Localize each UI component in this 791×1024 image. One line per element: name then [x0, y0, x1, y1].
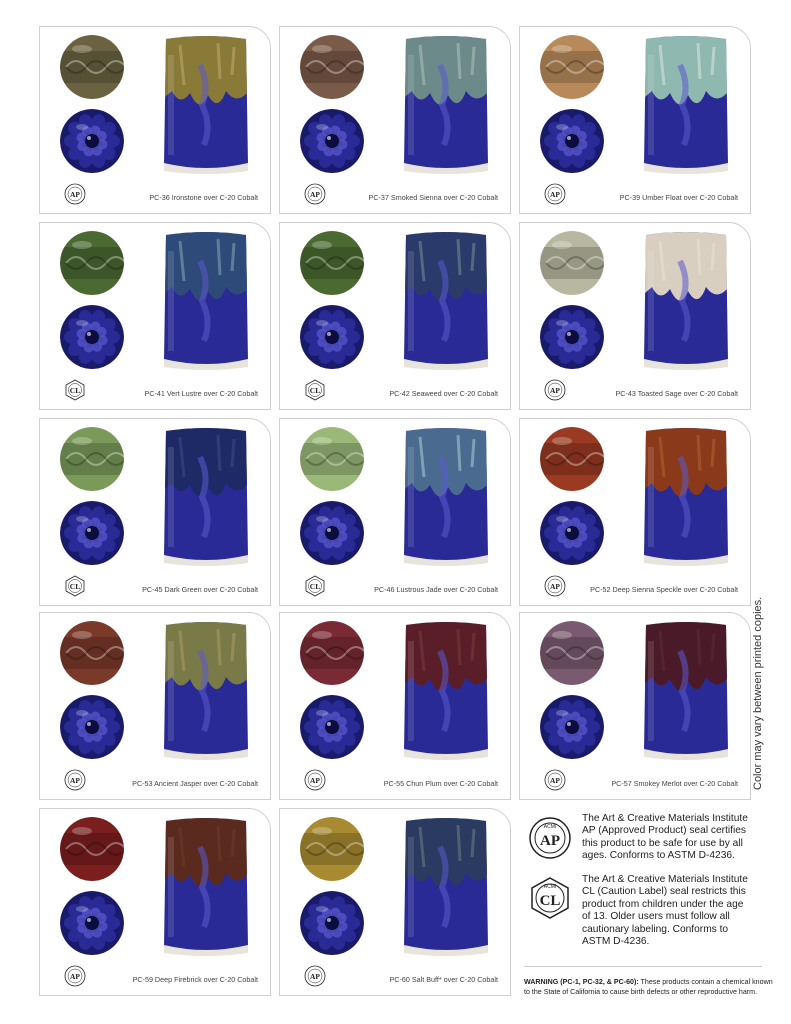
- svg-text:AP: AP: [540, 833, 560, 849]
- glaze-test-tile: [540, 35, 604, 99]
- glaze-test-tile: [60, 621, 124, 685]
- ap-seal-icon: [544, 769, 566, 791]
- glazed-vase-sample: [640, 35, 732, 175]
- swatch-card: [519, 222, 751, 410]
- ap-seal-icon: [304, 769, 326, 791]
- swatch-caption: PC-52 Deep Sienna Speckle over C-20 Cobalt: [590, 585, 738, 594]
- warning-text: These products contain a chemical known to the State of California to cause birth defects or other reproductive harm.: [524, 978, 773, 996]
- swatch-card: [519, 612, 751, 800]
- glazed-vase-sample: [640, 427, 732, 567]
- cobalt-flower-tile: [60, 305, 124, 369]
- glaze-test-tile: [60, 231, 124, 295]
- cobalt-flower-tile: [60, 501, 124, 565]
- swatch-caption: PC-55 Chun Plum over C-20 Cobalt: [383, 779, 498, 788]
- swatch-card: [279, 418, 511, 606]
- cl-seal-icon: [64, 379, 86, 401]
- glazed-vase-sample: [400, 621, 492, 761]
- swatch-card: [279, 26, 511, 214]
- ap-seal-icon: [304, 965, 326, 987]
- swatch-caption: PC-42 Seaweed over C-20 Cobalt: [389, 389, 498, 398]
- cl-seal-icon: [528, 876, 572, 920]
- ap-seal-icon: [64, 769, 86, 791]
- ap-seal-icon: [304, 183, 326, 205]
- svg-text:AP: AP: [310, 972, 320, 981]
- swatch-card: [279, 612, 511, 800]
- cobalt-flower-tile: [300, 891, 364, 955]
- cobalt-flower-tile: [60, 891, 124, 955]
- svg-text:AP: AP: [70, 776, 80, 785]
- swatch-card: [519, 26, 751, 214]
- swatch-caption: PC-59 Deep Firebrick over C-20 Cobalt: [132, 975, 258, 984]
- svg-text:ACMI: ACMI: [543, 884, 557, 890]
- warning-notice: [524, 978, 774, 997]
- cobalt-flower-tile: [540, 695, 604, 759]
- ap-seal-icon: [544, 183, 566, 205]
- glazed-vase-sample: [640, 621, 732, 761]
- svg-text:AP: AP: [70, 972, 80, 981]
- svg-text:AP: AP: [310, 776, 320, 785]
- cl-seal-icon: [304, 575, 326, 597]
- cobalt-flower-tile: [60, 695, 124, 759]
- ap-seal-icon: [64, 183, 86, 205]
- swatch-caption: PC-43 Toasted Sage over C-20 Cobalt: [615, 389, 738, 398]
- glaze-test-tile: [60, 817, 124, 881]
- ap-seal-icon: [64, 965, 86, 987]
- svg-text:AP: AP: [550, 776, 560, 785]
- glazed-vase-sample: [400, 817, 492, 957]
- svg-text:CL: CL: [69, 386, 81, 395]
- cl-description: The Art & Creative Materials Institute CL (Caution Label) seal restricts this product from children under the age of 13. Older users must follow all cautionary labeling. Conforms to ASTM D-4236.: [582, 874, 748, 948]
- glaze-test-tile: [300, 35, 364, 99]
- swatch-card: [519, 418, 751, 606]
- svg-text:AP: AP: [70, 190, 80, 199]
- swatch-caption: PC-57 Smokey Merlot over C-20 Cobalt: [611, 779, 738, 788]
- glaze-test-tile: [300, 231, 364, 295]
- svg-text:AP: AP: [550, 190, 560, 199]
- swatch-card: [39, 612, 271, 800]
- glazed-vase-sample: [160, 621, 252, 761]
- glaze-test-tile: [540, 231, 604, 295]
- swatch-caption: PC-45 Dark Green over C-20 Cobalt: [142, 585, 258, 594]
- swatch-caption: PC-46 Lustrous Jade over C-20 Cobalt: [374, 585, 498, 594]
- swatch-caption: PC-36 Ironstone over C-20 Cobalt: [149, 193, 258, 202]
- glazed-vase-sample: [160, 427, 252, 567]
- glazed-vase-sample: [400, 231, 492, 371]
- cobalt-flower-tile: [300, 109, 364, 173]
- svg-text:ACMI: ACMI: [543, 824, 557, 830]
- glaze-test-tile: [540, 427, 604, 491]
- glaze-test-tile: [60, 427, 124, 491]
- glaze-test-tile: [540, 621, 604, 685]
- svg-text:AP: AP: [550, 582, 560, 591]
- cl-seal-icon: [64, 575, 86, 597]
- swatch-card: [279, 808, 511, 996]
- ap-seal-icon: [528, 816, 572, 860]
- svg-text:CL: CL: [309, 582, 321, 591]
- warning-label: WARNING (PC-1, PC-32, & PC-60):: [524, 978, 639, 986]
- glazed-vase-sample: [400, 35, 492, 175]
- glaze-test-tile: [60, 35, 124, 99]
- svg-text:AP: AP: [310, 190, 320, 199]
- glaze-test-tile: [300, 427, 364, 491]
- cobalt-flower-tile: [540, 501, 604, 565]
- swatch-card: [279, 222, 511, 410]
- glazed-vase-sample: [160, 817, 252, 957]
- cl-seal-icon: [304, 379, 326, 401]
- cobalt-flower-tile: [540, 109, 604, 173]
- cobalt-flower-tile: [300, 501, 364, 565]
- glaze-test-tile: [300, 817, 364, 881]
- svg-text:CL: CL: [69, 582, 81, 591]
- swatch-caption: PC-39 Umber Float over C-20 Cobalt: [619, 193, 738, 202]
- glazed-vase-sample: [160, 35, 252, 175]
- svg-text:CL: CL: [539, 893, 561, 909]
- swatch-caption: PC-60 Salt Buff* over C-20 Cobalt: [389, 975, 498, 984]
- ap-seal-icon: [544, 379, 566, 401]
- cobalt-flower-tile: [300, 305, 364, 369]
- swatch-card: [39, 222, 271, 410]
- glazed-vase-sample: [400, 427, 492, 567]
- swatch-card: [39, 418, 271, 606]
- svg-text:AP: AP: [550, 386, 560, 395]
- swatch-caption: PC-53 Ancient Jasper over C-20 Cobalt: [132, 779, 258, 788]
- glaze-test-tile: [300, 621, 364, 685]
- glazed-vase-sample: [160, 231, 252, 371]
- swatch-card: [39, 808, 271, 996]
- ap-seal-icon: [544, 575, 566, 597]
- svg-text:CL: CL: [309, 386, 321, 395]
- color-disclaimer: Color may vary between printed copies.: [752, 596, 764, 790]
- cobalt-flower-tile: [540, 305, 604, 369]
- cobalt-flower-tile: [60, 109, 124, 173]
- swatch-card: [39, 26, 271, 214]
- ap-description: The Art & Creative Materials Institute AP (Approved Product) seal certifies this product to be safe for use by all ages. Conforms to ASTM D-4236.: [582, 813, 748, 862]
- divider: [524, 966, 762, 967]
- glazed-vase-sample: [640, 231, 732, 371]
- cobalt-flower-tile: [300, 695, 364, 759]
- swatch-caption: PC-37 Smoked Sienna over C-20 Cobalt: [368, 193, 498, 202]
- swatch-caption: PC-41 Vert Lustre over C-20 Cobalt: [144, 389, 258, 398]
